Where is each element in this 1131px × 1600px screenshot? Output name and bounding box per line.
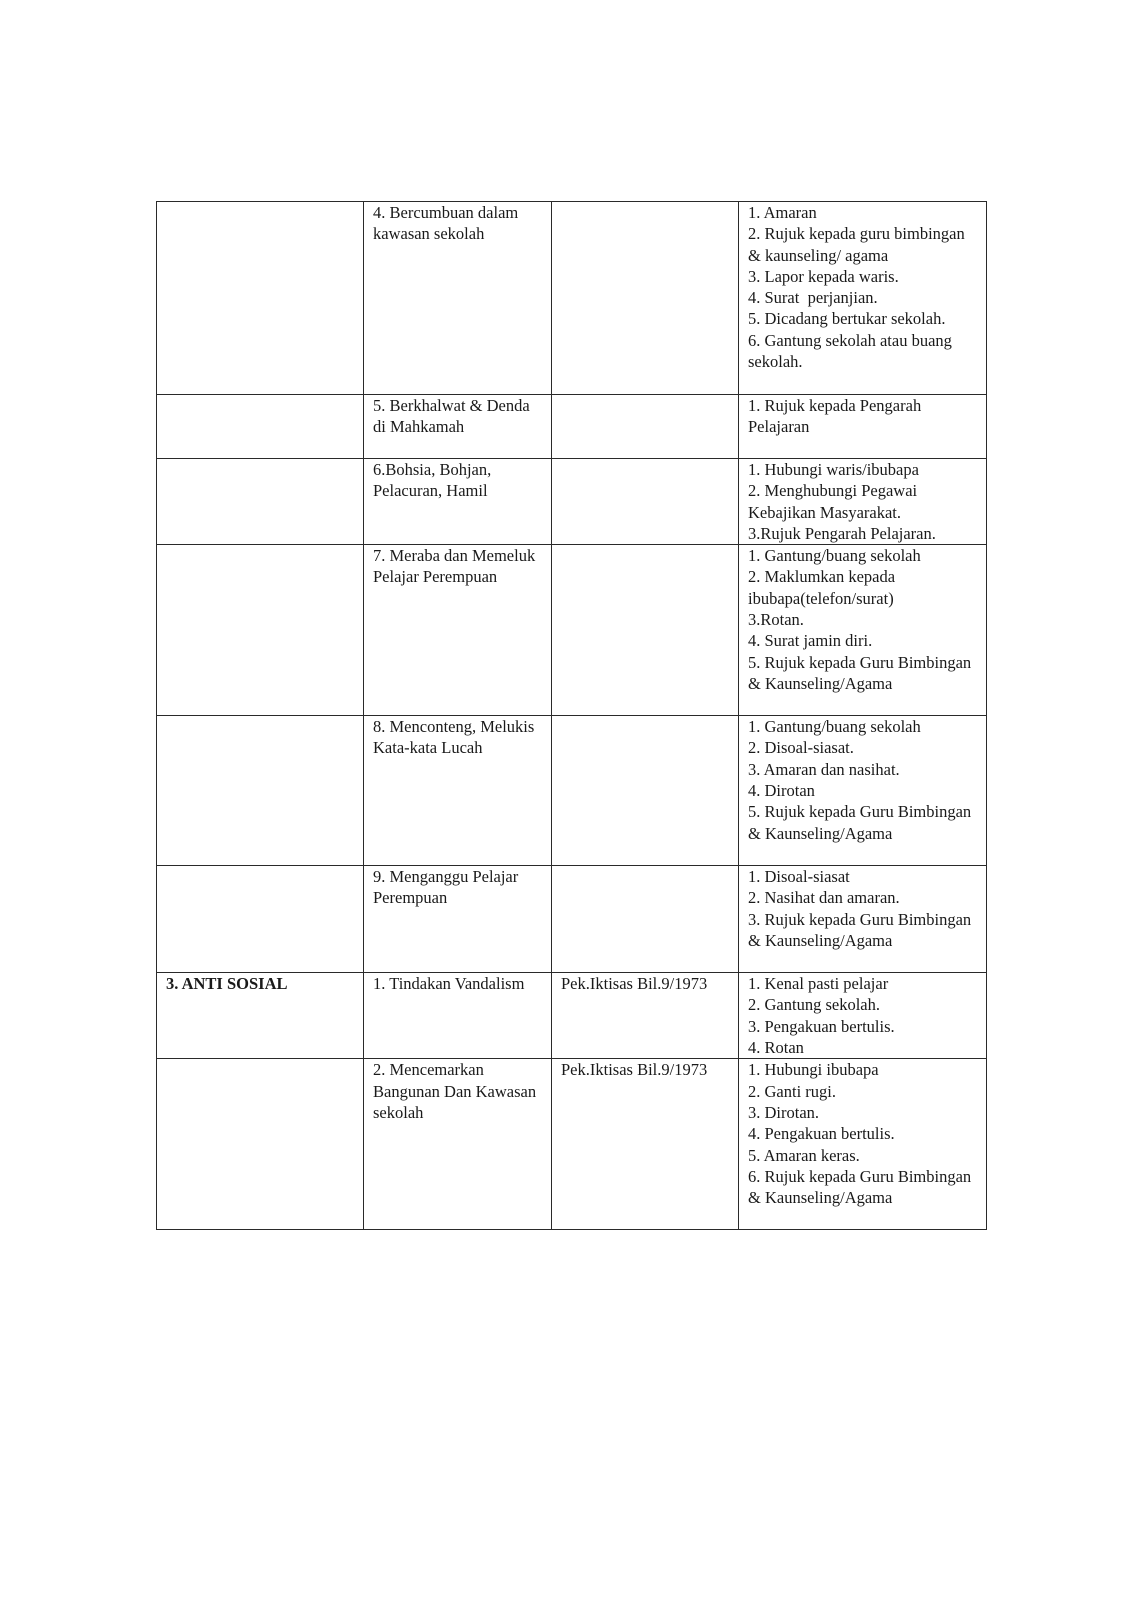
- table-row: [157, 202, 987, 395]
- table-row: [157, 716, 987, 866]
- table-row: [157, 866, 987, 973]
- action-item: 1. Rujuk kepada Pengarah Pelajaran: [748, 396, 922, 437]
- reference-cell: [552, 395, 739, 459]
- category-cell: [157, 459, 364, 545]
- table-row: [157, 545, 987, 716]
- action-item: 1. Hubungi waris/ibubapa: [748, 460, 919, 479]
- action-item: 1. Amaran: [748, 203, 817, 222]
- action-item: 1. Hubungi ibubapa: [748, 1060, 879, 1080]
- action-item: 4. Rotan: [748, 1038, 804, 1058]
- reference-cell: [552, 459, 739, 545]
- reference-cell: [552, 716, 739, 866]
- reference-cell: Pek.Iktisas Bil.9/1973: [552, 1059, 739, 1230]
- offence-cell: 9. Menganggu Pelajar Perempuan: [364, 866, 552, 973]
- action-item: 3.Rujuk Pengarah Pelajaran.: [748, 523, 936, 543]
- action-item: 3.Rotan.: [748, 610, 804, 630]
- action-item: 3. Pengakuan bertulis.: [748, 1016, 895, 1036]
- action-item: 4. Dirotan: [748, 781, 815, 801]
- category-cell: [157, 545, 364, 716]
- action-item: 5. Rujuk kepada Guru Bimbingan & Kaunseling/Agama: [748, 652, 972, 693]
- action-item: 1. Kenal pasti pelajar: [748, 974, 889, 994]
- action-item: 5. Amaran keras.: [748, 1145, 860, 1165]
- action-item: 2. Gantung sekolah.: [748, 995, 880, 1015]
- actions-cell: [739, 716, 987, 866]
- offence-cell: 4. Bercumbuan dalam kawasan sekolah: [364, 202, 552, 395]
- action-item: 5. Dicadang bertukar sekolah.: [748, 309, 946, 329]
- reference-cell: [552, 202, 739, 395]
- table-row: [157, 1059, 987, 1230]
- action-item: 2. Rujuk kepada guru bimbingan & kaunseling/ agama: [748, 224, 965, 265]
- category-cell: 3. ANTI SOSIAL: [157, 973, 364, 1059]
- action-item: 2. Menghubungi Pegawai Kebajikan Masyarakat.: [748, 481, 918, 522]
- action-item: 3. Dirotan.: [748, 1102, 820, 1122]
- category-cell: [157, 716, 364, 866]
- action-item: 3. Rujuk kepada Guru Bimbingan & Kaunseling/Agama: [748, 909, 972, 951]
- table-row: [157, 459, 987, 545]
- action-item: 2. Disoal-siasat.: [748, 738, 854, 758]
- category-cell: [157, 202, 364, 395]
- reference-cell: Pek.Iktisas Bil.9/1973: [552, 973, 739, 1059]
- actions-cell: [739, 973, 987, 1059]
- reference-cell: [552, 545, 739, 716]
- table-row: [157, 973, 987, 1059]
- action-item: 4. Pengakuan bertulis.: [748, 1124, 895, 1144]
- action-item: 2. Ganti rugi.: [748, 1081, 836, 1101]
- actions-cell: [739, 866, 987, 973]
- actions-cell: [739, 545, 987, 716]
- table-row: [157, 395, 987, 459]
- actions-cell: [739, 459, 987, 545]
- action-item: 4. Surat jamin diri.: [748, 631, 873, 651]
- action-item: 1. Gantung/buang sekolah: [748, 717, 921, 737]
- offence-cell: 5. Berkhalwat & Denda di Mahkamah: [364, 395, 552, 459]
- action-item: 6. Rujuk kepada Guru Bimbingan & Kaunseling/Agama: [748, 1166, 972, 1208]
- offence-cell: 8. Menconteng, Melukis Kata-kata Lucah: [364, 716, 552, 866]
- category-cell: [157, 1059, 364, 1230]
- actions-cell: [739, 1059, 987, 1230]
- reference-cell: [552, 866, 739, 973]
- action-item: 6. Gantung sekolah atau buang sekolah.: [748, 330, 952, 372]
- actions-cell: [739, 395, 987, 459]
- offence-cell: 2. Mencemarkan Bangunan Dan Kawasan sekolah: [364, 1059, 552, 1230]
- offence-cell: 1. Tindakan Vandalism: [364, 973, 552, 1059]
- action-item: 1. Gantung/buang sekolah: [748, 546, 921, 566]
- action-item: 4. Surat perjanjian.: [748, 288, 878, 308]
- action-item: 2. Nasihat dan amaran.: [748, 888, 900, 908]
- discipline-table: [156, 201, 987, 1230]
- offence-cell: 6.Bohsia, Bohjan, Pelacuran, Hamil: [364, 459, 552, 545]
- offence-cell: 7. Meraba dan Memeluk Pelajar Perempuan: [364, 545, 552, 716]
- actions-cell: [739, 202, 987, 395]
- category-cell: [157, 866, 364, 973]
- action-item: 1. Disoal-siasat: [748, 867, 850, 887]
- action-item: 3. Amaran dan nasihat.: [748, 759, 900, 779]
- category-cell: [157, 395, 364, 459]
- action-item: 3. Lapor kepada waris.: [748, 266, 899, 286]
- action-item: 5. Rujuk kepada Guru Bimbingan & Kaunseling/Agama: [748, 802, 972, 843]
- action-item: 2. Maklumkan kepada ibubapa(telefon/surat): [748, 567, 896, 608]
